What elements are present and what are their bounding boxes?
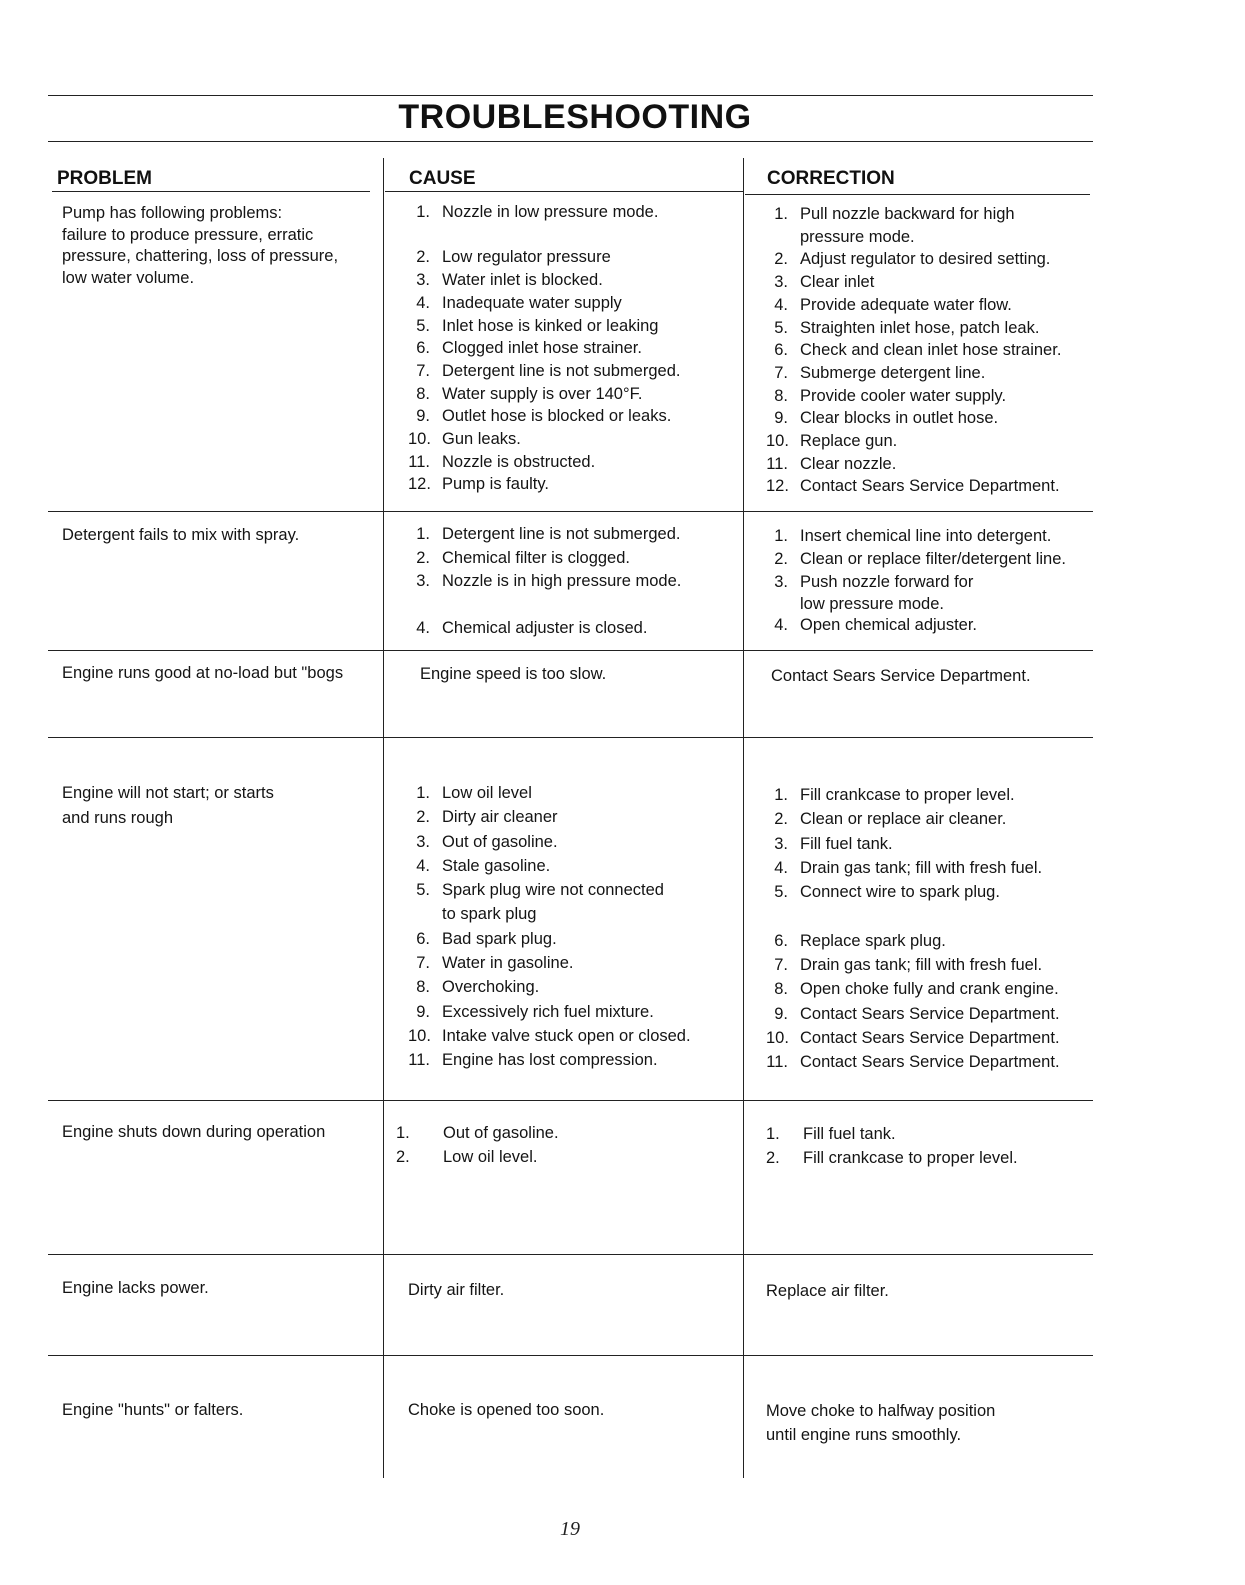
cause-item: 7. Water in gasoline. — [416, 954, 574, 973]
cause-item: 10. Gun leaks. — [408, 430, 521, 449]
correction-item: 10. Replace gun. — [766, 432, 898, 451]
correction-item: 4. Open chemical adjuster. — [774, 616, 978, 634]
cause-item — [408, 224, 680, 247]
correction-item: 2. Adjust regulator to desired setting. — [774, 250, 1051, 269]
correction-item: 4. Provide adequate water flow. — [774, 295, 1012, 314]
correction-item: 8. Open choke fully and crank engine. — [774, 980, 1059, 999]
correction-item — [766, 904, 1060, 928]
problem-text — [62, 203, 338, 289]
cause-item: 3. Water inlet is blocked. — [416, 271, 603, 290]
correction-item: 3. Push nozzle forward for — [774, 573, 974, 591]
problem-text: Engine "hunts" or falters. — [62, 1401, 244, 1419]
page-number: 19 — [560, 1518, 580, 1540]
cause-item: 6. Clogged inlet hose strainer. — [416, 339, 642, 358]
correction-list — [766, 525, 1066, 637]
correction-item: 1. Insert chemical line into detergent. — [774, 527, 1052, 545]
problem-line: Engine will not start; or starts — [62, 784, 274, 802]
correction-item: 11. Clear nozzle. — [766, 454, 897, 473]
correction-line: until engine runs smoothly. — [766, 1426, 962, 1444]
column-divider-1 — [383, 158, 384, 1478]
cause-item: 1. Low oil level — [416, 784, 532, 802]
cause-item: 2. Chemical filter is clogged. — [416, 548, 630, 567]
problem-text: Engine runs good at no-load but "bogs — [62, 664, 344, 682]
correction-item: 7. Submerge detergent line. — [774, 363, 986, 382]
problem-line: and runs rough — [62, 808, 173, 827]
cause-item: 11. Engine has lost compression. — [408, 1051, 658, 1070]
cause-item: 2. Low oil level. — [396, 1148, 538, 1167]
row-separator — [48, 1355, 1093, 1356]
correction-item: 9. Clear blocks in outlet hose. — [774, 409, 999, 428]
header-cause: CAUSE — [409, 168, 476, 189]
problem-text: Engine lacks power. — [62, 1279, 209, 1297]
row-separator — [48, 1254, 1093, 1255]
problem-line: low water volume. — [62, 268, 195, 287]
row-separator — [48, 511, 1093, 512]
top-rule — [48, 95, 1093, 96]
correction-text — [766, 1399, 995, 1447]
header-underline-cause — [385, 191, 743, 192]
cause-item: 4. Inadequate water supply — [416, 293, 622, 312]
correction-item: low pressure mode. — [800, 595, 944, 613]
cause-item: 7. Detergent line is not submerged. — [416, 361, 681, 380]
correction-item: 9. Contact Sears Service Department. — [774, 1004, 1060, 1023]
problem-text: Detergent fails to mix with spray. — [62, 526, 300, 544]
correction-item: 3. Fill fuel tank. — [774, 834, 893, 853]
correction-line: Move choke to halfway position — [766, 1402, 996, 1420]
cause-item: 3. Nozzle is in high pressure mode. — [416, 572, 682, 590]
correction-list — [766, 1122, 1018, 1171]
correction-item: 1. Pull nozzle backward for high — [774, 205, 1015, 223]
cause-text: Choke is opened too soon. — [408, 1401, 605, 1419]
correction-list — [766, 203, 1061, 498]
correction-item: 6. Replace spark plug. — [774, 931, 946, 950]
correction-item: 2. Clean or replace filter/detergent line. — [774, 550, 1066, 568]
problem-line: Pump has following problems: — [62, 204, 283, 222]
row-separator — [48, 650, 1093, 651]
cause-item: 5. Inlet hose is kinked or leaking — [416, 316, 659, 335]
cause-item: 10. Intake valve stuck open or closed. — [408, 1026, 691, 1045]
correction-item: 12. Contact Sears Service Department. — [766, 477, 1060, 496]
cause-item: to spark plug — [442, 905, 537, 924]
cause-list — [396, 1121, 559, 1170]
correction-item: 1. Fill fuel tank. — [766, 1125, 896, 1143]
correction-text: Replace air filter. — [766, 1282, 889, 1300]
cause-item: 3. Out of gasoline. — [416, 832, 558, 851]
problem-text: Engine shuts down during operation — [62, 1123, 326, 1141]
cause-item: 2. Low regulator pressure — [416, 248, 611, 267]
cause-item: 8. Water supply is over 140°F. — [416, 384, 643, 403]
header-problem: PROBLEM — [57, 168, 152, 189]
header-correction: CORRECTION — [767, 168, 895, 189]
cause-list — [408, 781, 691, 1073]
correction-item: 2. Clean or replace air cleaner. — [774, 810, 1007, 829]
header-underline-problem — [52, 191, 370, 192]
cause-list — [408, 201, 680, 496]
correction-list — [766, 783, 1060, 1075]
header-underline-correction — [745, 194, 1090, 195]
cause-item: 4. Chemical adjuster is closed. — [416, 619, 648, 637]
row-separator — [48, 737, 1093, 738]
correction-item: 5. Straighten inlet hose, patch leak. — [774, 318, 1040, 337]
correction-item: 5. Connect wire to spark plug. — [774, 883, 1000, 902]
page-title: TROUBLESHOOTING — [398, 98, 752, 136]
cause-item: 9. Excessively rich fuel mixture. — [416, 1002, 654, 1021]
problem-line: failure to produce pressure, erratic — [62, 225, 314, 244]
title-underline — [48, 141, 1093, 142]
cause-item: 9. Outlet hose is blocked or leaks. — [416, 407, 672, 426]
cause-item: 1. Nozzle in low pressure mode. — [416, 203, 659, 221]
cause-item: 6. Bad spark plug. — [416, 929, 557, 948]
cause-text: Dirty air filter. — [408, 1281, 505, 1299]
correction-item: 11. Contact Sears Service Department. — [766, 1053, 1060, 1072]
correction-item: pressure mode. — [800, 227, 915, 246]
cause-item: 12. Pump is faulty. — [408, 475, 549, 494]
correction-item: 7. Drain gas tank; fill with fresh fuel. — [774, 956, 1043, 975]
cause-item: 8. Overchoking. — [416, 978, 540, 997]
correction-text: Contact Sears Service Department. — [771, 667, 1031, 685]
correction-item: 3. Clear inlet — [774, 273, 875, 292]
correction-item: 2. Fill crankcase to proper level. — [766, 1149, 1018, 1168]
cause-item: 1. Out of gasoline. — [396, 1124, 559, 1142]
row-separator — [48, 1100, 1093, 1101]
cause-item: 5. Spark plug wire not connected — [416, 881, 664, 900]
problem-text — [62, 781, 274, 830]
cause-item: 1. Detergent line is not submerged. — [416, 525, 681, 543]
correction-item: 1. Fill crankcase to proper level. — [774, 786, 1015, 804]
correction-item: 8. Provide cooler water supply. — [774, 386, 1007, 405]
correction-item: 10. Contact Sears Service Department. — [766, 1028, 1060, 1047]
cause-item: 4. Stale gasoline. — [416, 856, 551, 875]
column-divider-2 — [743, 158, 744, 1478]
cause-item: 11. Nozzle is obstructed. — [408, 452, 596, 471]
correction-item: 4. Drain gas tank; fill with fresh fuel. — [774, 858, 1043, 877]
cause-text: Engine speed is too slow. — [420, 665, 607, 683]
cause-item — [408, 594, 681, 618]
cause-list — [408, 523, 681, 641]
correction-item: 6. Check and clean inlet hose strainer. — [774, 341, 1062, 360]
cause-item: 2. Dirty air cleaner — [416, 808, 558, 827]
problem-line: pressure, chattering, loss of pressure, — [62, 247, 339, 265]
